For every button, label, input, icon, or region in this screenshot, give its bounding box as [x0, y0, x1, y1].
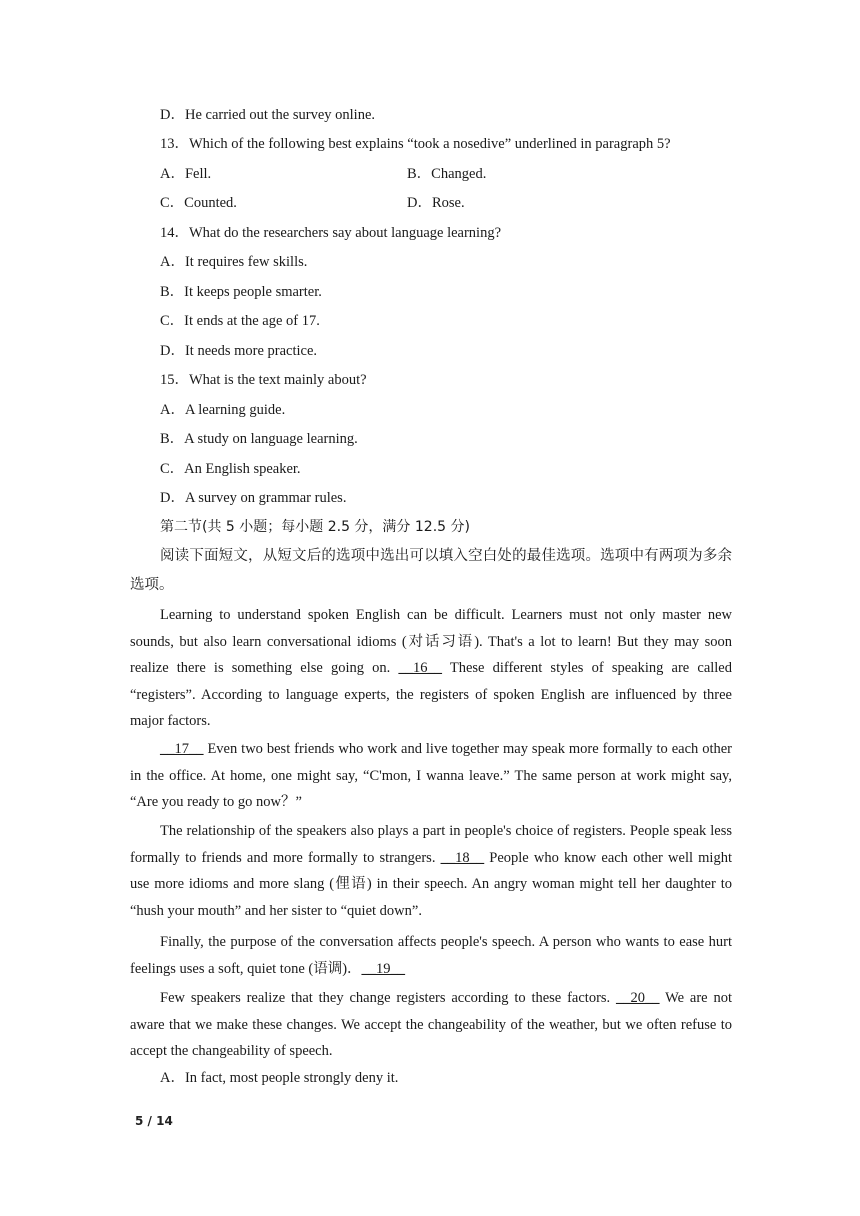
q13-stem: 13．Which of the following best explains “took a nosedive” underlined in paragraph 5?: [160, 136, 671, 152]
q13-option-c: C．Counted.: [160, 195, 237, 211]
q13-option-d: D．Rose.: [407, 195, 465, 211]
passage-paragraph-2: [130, 736, 732, 816]
paragraph-5-text-a: Few speakers realize that they change registers according to these factors.: [160, 990, 617, 1006]
passage-paragraph-4: [130, 929, 732, 982]
q15-stem: 15．What is the text mainly about?: [160, 372, 367, 388]
paragraph-4-text: Finally, the purpose of the conversation affects people's speech. A person who wants to ease hurt feelings uses a soft, quiet tone (语调)．: [130, 934, 732, 977]
q12-option-d: D．He carried out the survey online.: [160, 107, 376, 123]
paragraph-1-text-b: These different styles of speaking are called “registers”. According to language experts, the registers of spoken English are influenced by three major factors.: [130, 660, 732, 729]
q14-stem: 14．What do the researchers say about language learning?: [160, 225, 502, 241]
paragraph-2-text: Even two best friends who work and live together may speak more formally to each other in the office. At home, one might say, “C'mon, I wanna leave.” The same person at work might say, “Are you ready to go now？”: [130, 741, 732, 810]
page-number: 5 / 14: [135, 1114, 173, 1128]
q14-option-a: A．It requires few skills.: [160, 254, 308, 270]
q15-option-d: D．A survey on grammar rules.: [160, 490, 347, 506]
blank-16: __16__: [398, 660, 442, 676]
paragraph-1-text-a: Learning to understand spoken English can be difficult. Learners must not only master new sounds, but also learn conversational idioms (对话习语). That's a lot to learn! But they may soon realize there is something else going on.: [130, 607, 732, 676]
passage-paragraph-3: [130, 818, 732, 924]
q15-option-c: C．An English speaker.: [160, 461, 301, 477]
blank-17: __17__: [160, 741, 204, 757]
passage-paragraph-5: [130, 985, 732, 1065]
q14-option-d: D．It needs more practice.: [160, 343, 318, 359]
q15-option-a: A．A learning guide.: [160, 402, 286, 418]
paragraph-3-text-b: People who know each other well might use more idioms and more slang (俚语) in their speech. An angry woman might tell her daughter to “hush your mouth” and her sister to “quiet down”.: [130, 849, 732, 919]
section-instruction: 阅读下面短文，从短文后的选项中选出可以填入空白处的最佳选项。选项中有两项为多余选项。: [130, 548, 732, 593]
q13-option-a: A．Fell.: [160, 166, 212, 182]
q13-option-b: B．Changed.: [407, 166, 487, 182]
passage-paragraph-1: [130, 602, 732, 735]
blank-18: __18__: [440, 849, 485, 866]
blank-19: __19__: [361, 960, 406, 977]
q14-option-c: C．It ends at the age of 17.: [160, 313, 320, 329]
q14-option-b: B．It keeps people smarter.: [160, 284, 322, 300]
q15-option-b: B．A study on language learning.: [160, 431, 358, 447]
paragraph-3-text-a: The relationship of the speakers also plays a part in people's choice of registers. People speak less formally to friends and more formally to strangers.: [130, 823, 732, 866]
answer-option-a: A．In fact, most people strongly deny it.: [160, 1070, 399, 1086]
paragraph-5-text-b: We are not aware that we make these changes. We accept the changeability of the weather, but we often refuse to accept the changeability of speech.: [130, 990, 732, 1059]
blank-20: __20__: [616, 990, 660, 1006]
section-heading: 第二节(共 5 小题；每小题 2.5 分，满分 12.5 分): [160, 519, 470, 535]
